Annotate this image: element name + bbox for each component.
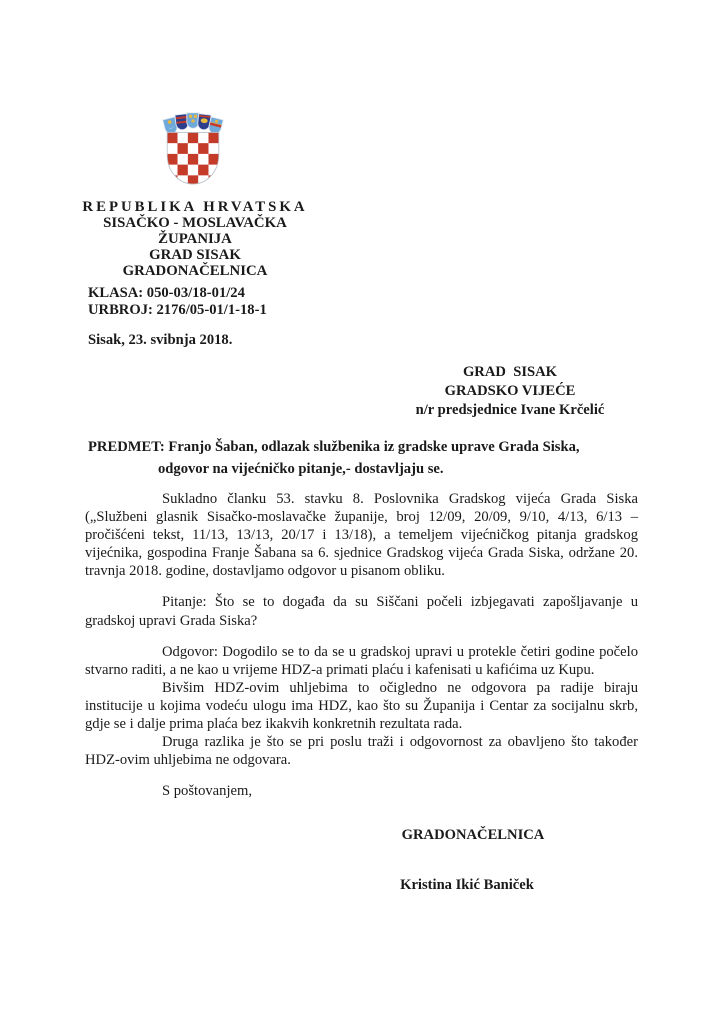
klasa-line: KLASA: 050-03/18-01/24 bbox=[88, 285, 245, 301]
paragraph-answer-2: Bivšim HDZ-ovim uhljebima to očigledno ne odgovora pa radije biraju institucije u kojima vodeću ulogu ima HDZ, kao što su Županija i Centar za socijalnu skrb, gdje se i dalje prima plaća bez ikakvih konkretnih rezultata rada. bbox=[85, 679, 638, 733]
letterhead-city: GRAD SISAK bbox=[149, 247, 241, 263]
addressee-city: GRAD SISAK bbox=[462, 364, 558, 380]
letter-body bbox=[85, 490, 638, 800]
addressee-council: GRADSKO VIJEĆE bbox=[444, 383, 576, 399]
reference-block bbox=[88, 285, 267, 318]
subject-text: Franjo Šaban, odlazak službenika iz gradske uprave Grada Siska, bbox=[168, 439, 580, 455]
dateline: Sisak, 23. svibnja 2018. bbox=[88, 332, 233, 348]
croatian-coat-of-arms-icon bbox=[161, 111, 225, 191]
letterhead-country: REPUBLIKA HRVATSKA bbox=[82, 199, 308, 215]
subject-line1 bbox=[88, 436, 648, 458]
letterhead-office: GRADONAČELNICA bbox=[122, 263, 268, 279]
urbroj-line: URBROJ: 2176/05-01/1-18-1 bbox=[88, 301, 267, 318]
subject-line2: odgovor na vijećničko pitanje,- dostavljaju se. bbox=[158, 461, 444, 477]
paragraph-answer-3: Druga razlika je što se pri poslu traži i odgovornost za obavljeno što također HDZ-ovim uhljebima ne odgovara. bbox=[85, 734, 638, 769]
letterhead bbox=[68, 199, 322, 279]
addressee-attention: n/r predsjednice Ivane Krčelić bbox=[415, 402, 605, 418]
salutation: S poštovanjem, bbox=[162, 783, 252, 800]
letterhead-county: SISAČKO - MOSLAVAČKA ŽUPANIJA bbox=[103, 215, 287, 247]
paragraph-question: Pitanje: Što se to događa da su Siščani počeli izbjegavati zapošljavanje u gradskoj upravi Grada Siska? bbox=[85, 594, 638, 629]
subject-label: PREDMET: bbox=[88, 439, 165, 455]
paragraph-intro: Sukladno članku 53. stavku 8. Poslovnika Gradskog vijeća Grada Siska („Službeni glasnik Sisačko-moslavačke županije, broj 12/09, 20/09, 9/10, 4/13, 6/13 – pročišćeni tekst, 11/13, 13/13, 20/17 i 13/18), a temeljem vijećničkog pitanja gradskog vijećnika, gospodina Franje Šabana sa 6. sjednice Gradskog vijeća Grada Siska, održane 20. travnja 2018. godine, dostavljamo odgovor u pisanom obliku. bbox=[85, 491, 638, 580]
subject-block bbox=[88, 436, 648, 480]
addressee-block bbox=[385, 363, 635, 420]
signature-name: Kristina Ikić Baniček bbox=[400, 877, 534, 893]
signature-title: GRADONAČELNICA bbox=[401, 827, 545, 843]
paragraph-answer-1: Odgovor: Dogodilo se to da se u gradskoj upravi u protekle četiri godine počelo stvarno raditi, a ne kao u vrijeme HDZ-a primati plaću i kafenisati u kafićima uz Kupu. bbox=[85, 643, 638, 678]
